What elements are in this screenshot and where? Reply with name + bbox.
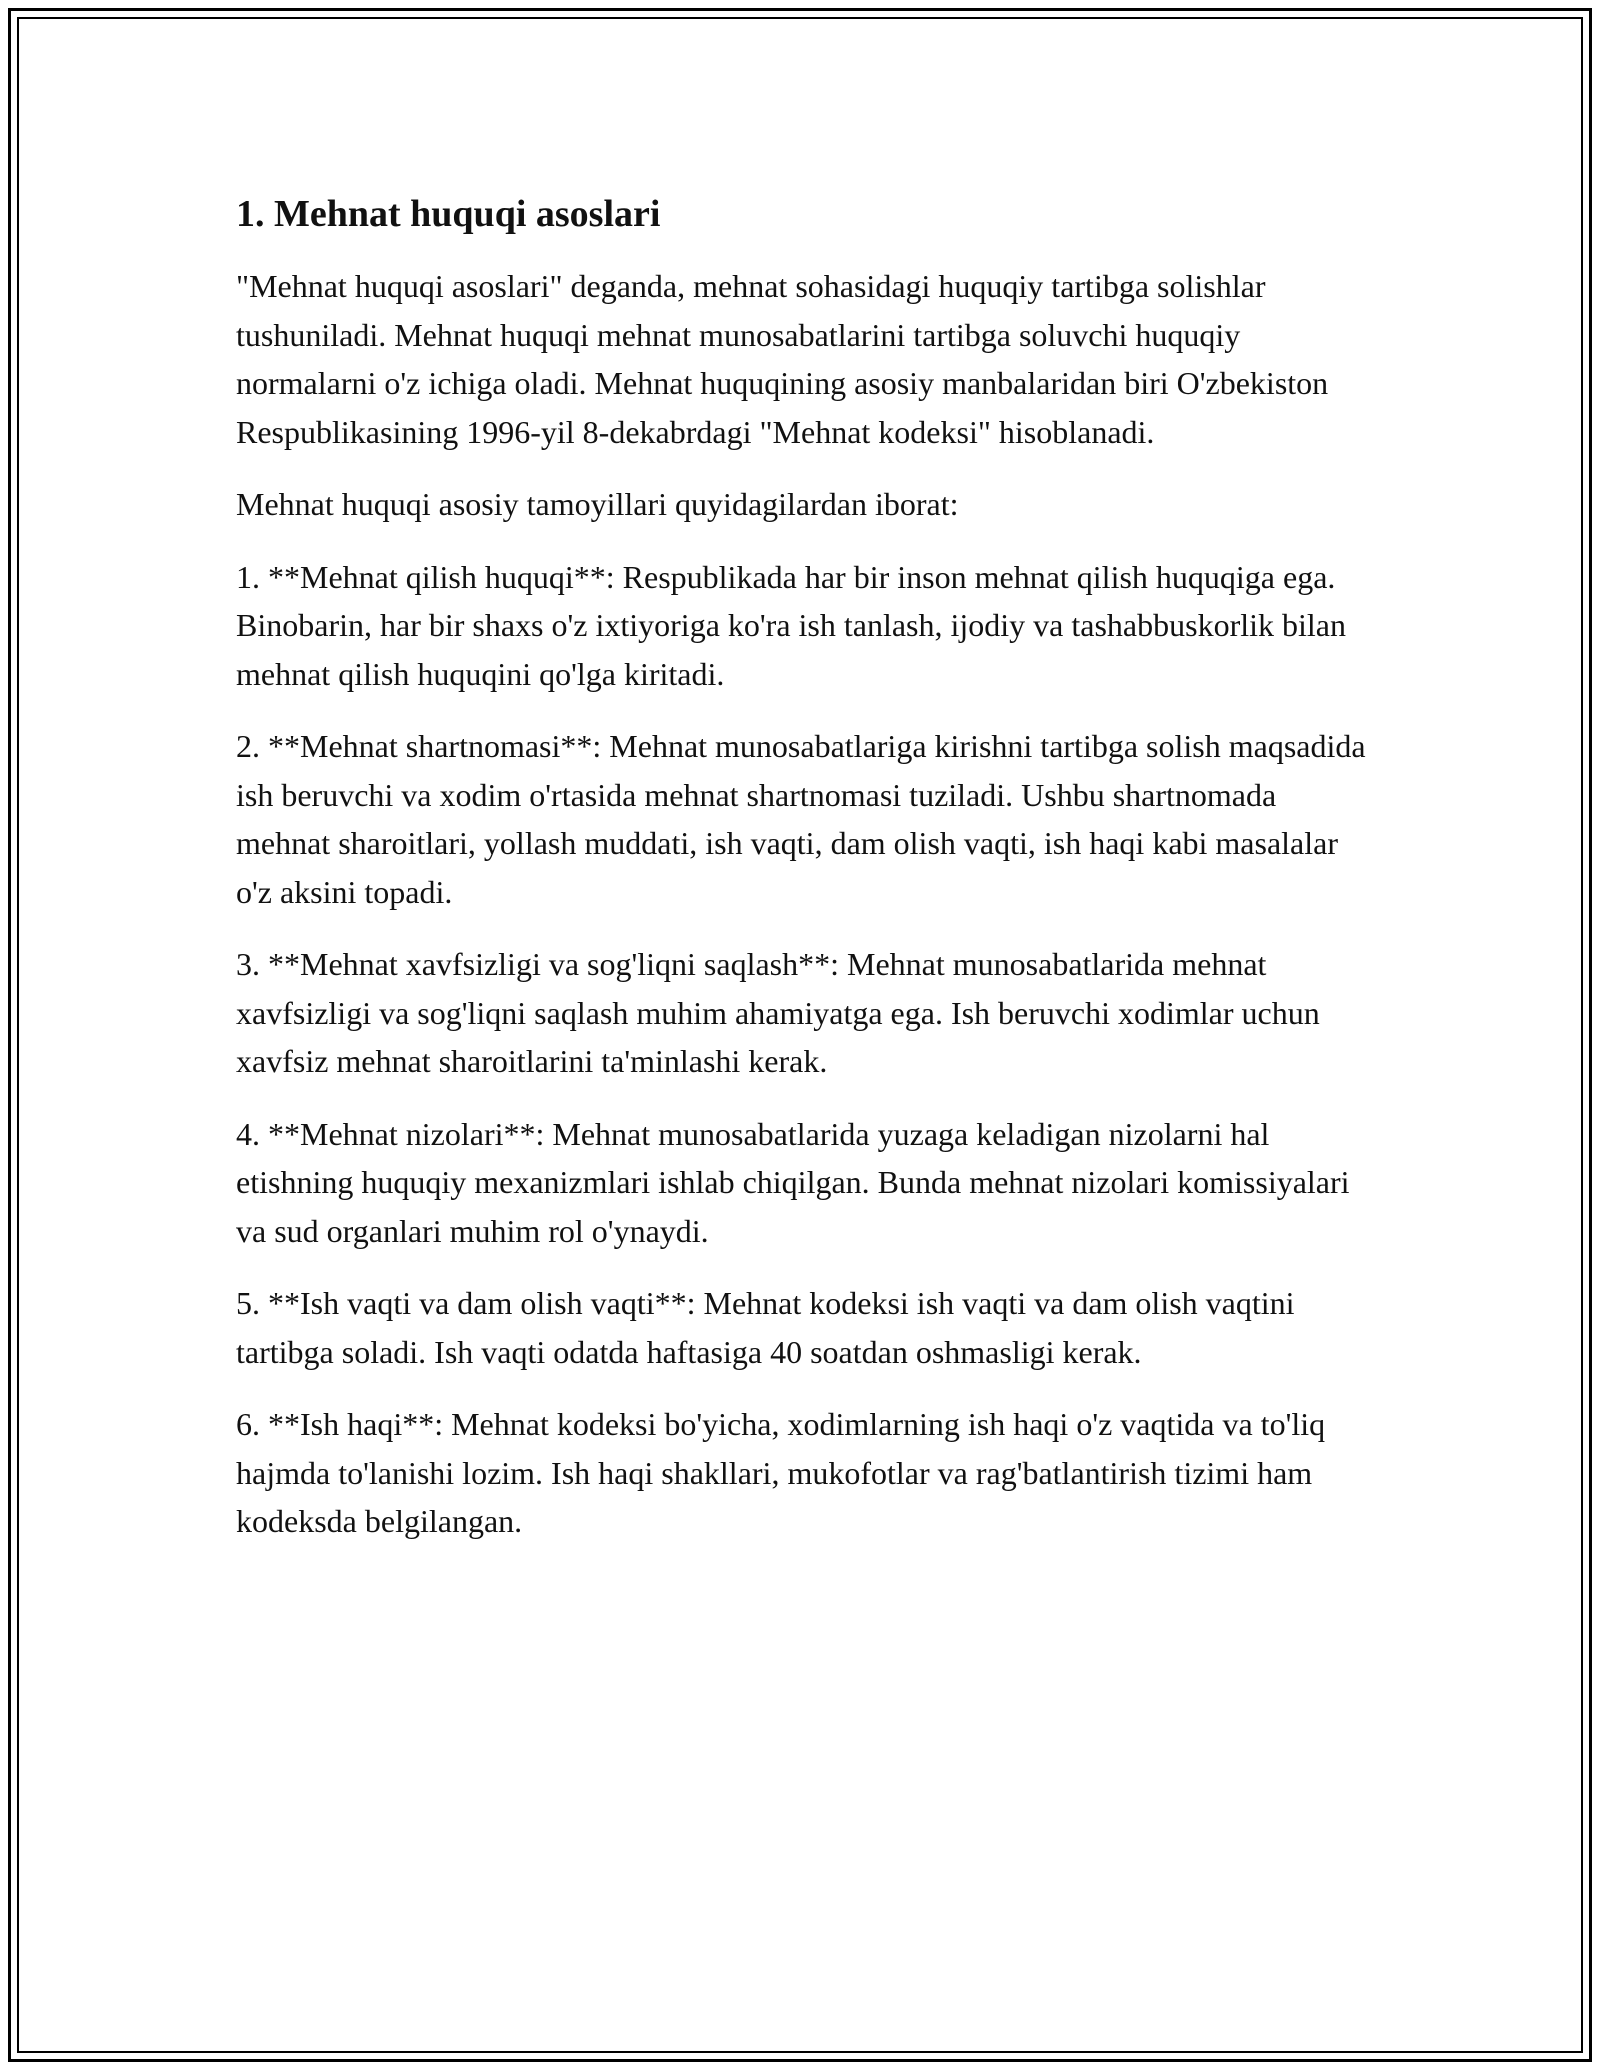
section-heading: 1. Mehnat huquqi asoslari	[236, 193, 661, 235]
principle-item-2: 2. **Mehnat shartnomasi**: Mehnat munosabatlariga kirishni tartibga solish maqsadida ish beruvchi va xodim o'rtasida mehnat shartnomasi tuziladi. Ushbu shartnomada mehnat sharoitlari, yollash muddati, ish vaqti, dam olish vaqti, ish haqi kabi masalalar o'z aksini topadi.	[236, 728, 1366, 910]
principle-item-5: 5. **Ish vaqti va dam olish vaqti**: Mehnat kodeksi ish vaqti va dam olish vaqtini tartibga soladi. Ish vaqti odatda haftasiga 40 soatdan oshmasligi kerak.	[236, 1285, 1295, 1370]
document-body	[236, 188, 1376, 1546]
principle-item-1: 1. **Mehnat qilish huquqi**: Respublikada har bir inson mehnat qilish huquqiga ega. Binobarin, har bir shaxs o'z ixtiyoriga ko'ra ish tanlash, ijodiy va tashabbuskorlik bilan mehnat qilish huquqini qo'lga kiritadi.	[236, 558, 1346, 692]
principle-item-4: 4. **Mehnat nizolari**: Mehnat munosabatlarida yuzaga keladigan nizolarni hal etishning huquqiy mexanizmlari ishlab chiqilgan. Bunda mehnat nizolari komissiyalari va sud organlari muhim rol o'ynaydi.	[236, 1115, 1350, 1249]
principle-item-3: 3. **Mehnat xavfsizligi va sog'liqni saqlash**: Mehnat munosabatlarida mehnat xavfsizligi va sog'liqni saqlash muhim ahamiyatga ega. Ish beruvchi xodimlar uchun xavfsiz mehnat sharoitlarini ta'minlashi kerak.	[236, 946, 1320, 1079]
principle-item-6: 6. **Ish haqi**: Mehnat kodeksi bo'yicha, xodimlarning ish haqi o'z vaqtida va to'liq hajmda to'lanishi lozim. Ish haqi shakllari, mukofotlar va rag'batlantirish tizimi ham kodeksda belgilangan.	[236, 1406, 1326, 1539]
intro-paragraph: "Mehnat huquqi asoslari" deganda, mehnat sohasidagi huquqiy tartibga solishlar tushuniladi. Mehnat huquqi mehnat munosabatlarini tartibga soluvchi huquqiy normalarni o'z ichiga oladi. Mehnat huquqining asosiy manbalaridan biri O'zbekiston Respublikasining 1996-yil 8-dekabrdagi "Mehnat kodeksi" hisoblanadi.	[236, 268, 1329, 450]
principles-intro-paragraph: Mehnat huquqi asosiy tamoyillari quyidagilardan iborat:	[236, 486, 959, 522]
